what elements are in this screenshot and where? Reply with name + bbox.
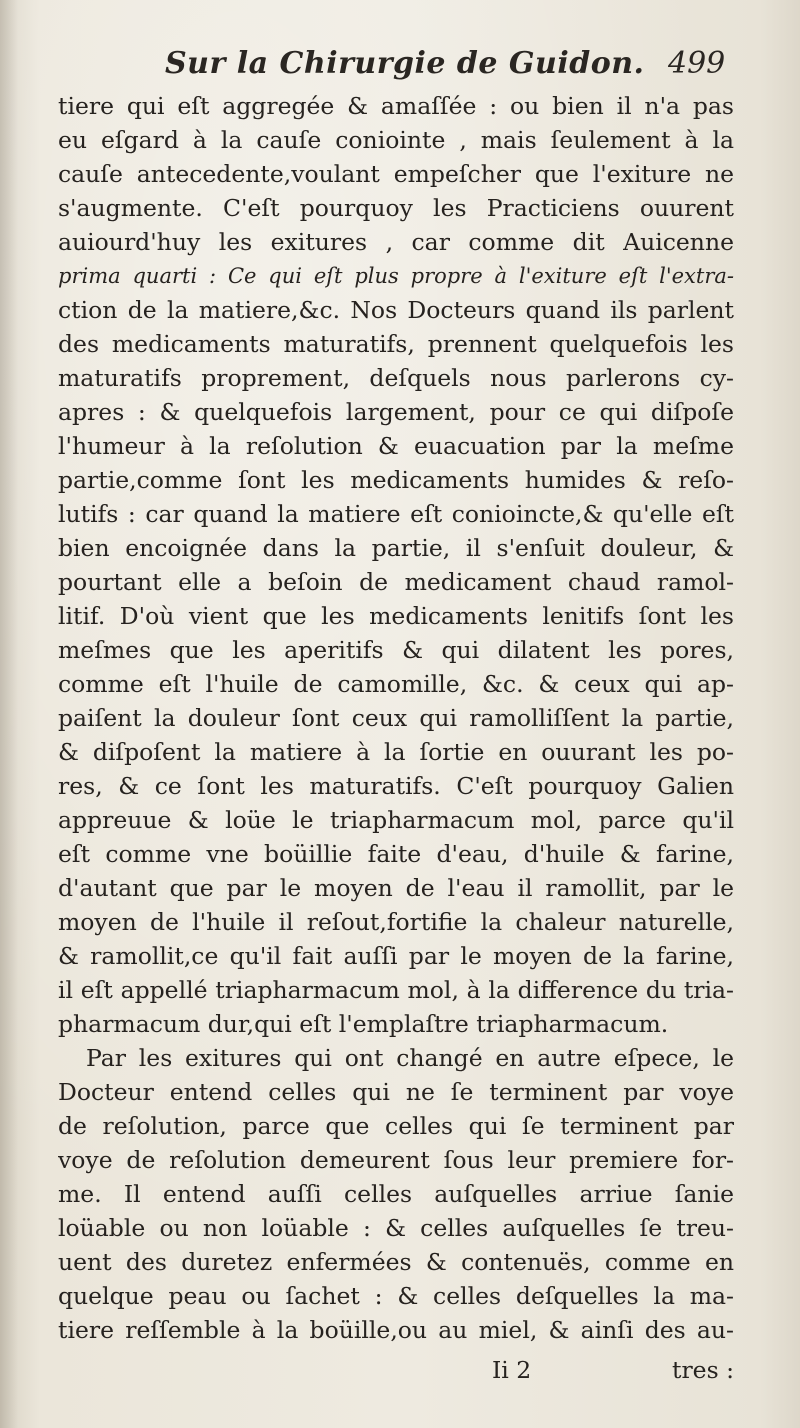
text-line: & ramollit,ce qu'il fait auſſi par le moyen de la farine, [58,942,734,970]
text-line: partie,comme ſont les medicaments humides & reſo- [58,466,734,494]
text-line: tiere reſſemble à la boüille,ou au miel, & ainſi des au- [58,1316,734,1344]
text-line: il eſt appellé triapharmacum mol, à la difference du tria- [58,976,734,1004]
text-line: Docteur entend celles qui ne ſe terminent par voye [58,1078,734,1106]
text-line: res, & ce ſont les maturatifs. C'eſt pourquoy Galien [58,772,734,800]
text-line: auiourd'huy les exitures , car comme dit Auicenne [58,228,734,256]
text-line: tiere qui eſt aggregée & amaſſée : ou bien il n'a pas [58,92,734,120]
text-line: me. Il entend auſſi celles auſquelles arriue ſanie [58,1180,734,1208]
text-line: ction de la matiere,&c. Nos Docteurs quand ils parlent [58,296,734,324]
text-line: moyen de l'huile il reſout,fortifie la chaleur naturelle, [58,908,734,936]
text-line: paiſent la douleur ſont ceux qui ramolliſſent la partie, [58,704,734,732]
text-line: d'autant que par le moyen de l'eau il ramollit, par le [58,874,734,902]
text-line: de reſolution, parce que celles qui ſe terminent par [58,1112,734,1140]
text-line: s'augmente. C'eſt pourquoy les Practiciens ouurent [58,194,734,222]
text-line: loüable ou non loüable : & celles auſquelles ſe treu- [58,1214,734,1242]
text-line: des medicaments maturatifs, prennent quelquefois les [58,330,734,358]
text-line: pharmacum dur,qui eſt l'emplaſtre triapharmacum. [58,1010,669,1038]
text-line: cauſe antecedente,voulant empeſcher que l'exiture ne [58,160,734,188]
catchword: tres : [672,1356,735,1384]
text-line: comme eſt l'huile de camomille, &c. & ceux qui ap- [58,670,734,698]
text-line: voye de reſolution demeurent ſous leur premiere for- [58,1146,734,1174]
text-line: eu eſgard à la cauſe coniointe , mais ſeulement à la [58,126,734,154]
text-line: quelque peau ou ſachet : & celles deſquelles la ma- [58,1282,734,1310]
page-number: 499 [668,46,726,81]
running-head: Sur la Chirurgie de Guidon. [165,46,645,81]
text-line: apres : & quelquefois largement, pour ce qui diſpoſe [58,398,734,426]
text-line: eſt comme vne boüillie faite d'eau, d'huile & farine, [58,840,734,868]
text-line: maturatifs proprement, deſquels nous parlerons cy- [58,364,734,392]
text-line: & diſpoſent la matiere à la ſortie en ouurant les po- [58,738,734,766]
text-line: meſmes que les aperitifs & qui dilatent les pores, [58,636,734,664]
text-line: lutifs : car quand la matiere eſt conioincte,& qu'elle eſt [58,500,734,528]
text-line: bien encoignée dans la partie, il s'enſuit douleur, & [58,534,734,562]
text-line-italic: prima quarti : Ce qui eſt plus propre à l'exiture eſt l'extra- [58,264,734,288]
text-line: uent des duretez enfermées & contenuës, comme en [58,1248,734,1276]
signature-mark: Ii 2 [492,1356,532,1384]
text-line: pourtant elle a beſoin de medicament chaud ramol- [58,568,734,596]
paragraph-first-line: Par les exitures qui ont changé en autre eſpece, le [86,1044,734,1072]
text-line: appreuue & loüe le triapharmacum mol, parce qu'il [58,806,734,834]
text-line: l'humeur à la reſolution & euacuation par la meſme [58,432,734,460]
text-line: litif. D'où vient que les medicaments lenitifs ſont les [58,602,734,630]
gutter-shadow [0,0,18,1428]
